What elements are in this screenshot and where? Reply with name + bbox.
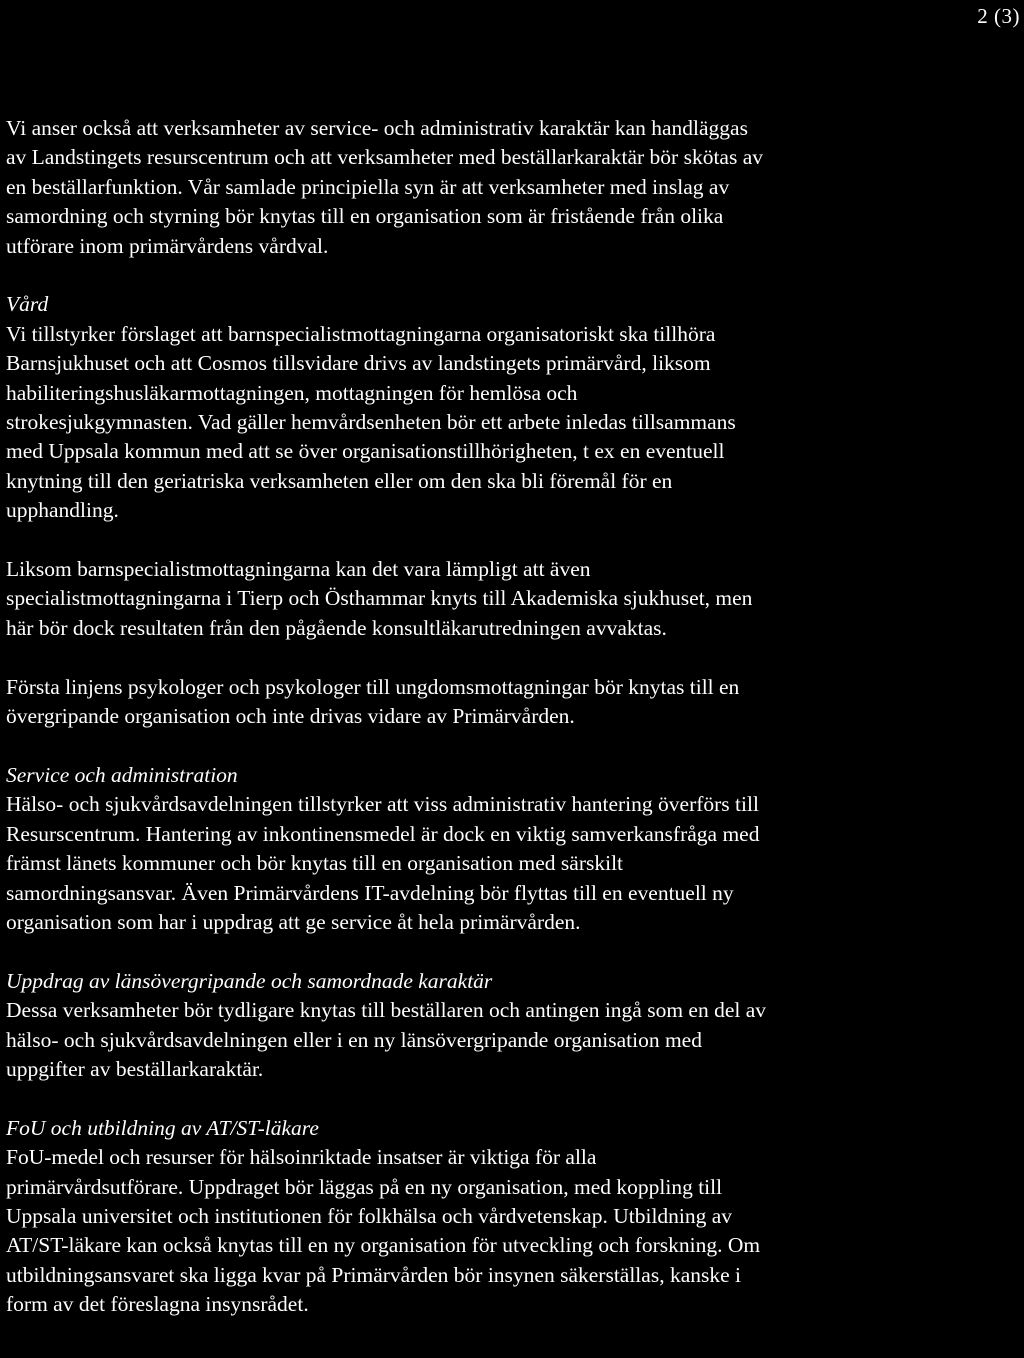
text-line: en beställarfunktion. Vår samlade principiella syn är att verksamheter med inslag av xyxy=(6,174,730,199)
text-line: specialistmottagningarna i Tierp och Östhammar knyts till Akademiska sjukhuset, men xyxy=(6,586,753,611)
page-number: 2 (3) xyxy=(977,4,1020,28)
text-line: Resurscentrum. Hantering av inkontinensmedel är dock en viktig samverkansfråga med xyxy=(6,821,760,846)
paragraph-block-intro xyxy=(6,114,936,261)
text-line: form av det föreslagna insynsrådet. xyxy=(6,1292,309,1317)
text-line: Första linjens psykologer och psykologer till ungdomsmottagningar bör knytas till en xyxy=(6,674,740,699)
paragraph xyxy=(6,1143,936,1319)
text-line: samordning och styrning bör knytas till en organisation som är fristående från olika xyxy=(6,204,724,229)
text-line: Hälso- och sjukvårdsavdelningen tillstyrker att viss administrativ hantering överförs till xyxy=(6,792,759,817)
text-line: primärvårdsutförare. Uppdraget bör läggas på en ny organisation, med koppling till xyxy=(6,1174,723,1199)
paragraph-block-specialistmottagningar xyxy=(6,555,936,643)
section-heading: Service och administration xyxy=(6,762,238,787)
paragraph-block-service-administration xyxy=(6,761,936,937)
text-line: utförare inom primärvårdens vårdval. xyxy=(6,233,329,258)
paragraph xyxy=(6,114,936,261)
section-heading: Uppdrag av länsövergripande och samordnade karaktär xyxy=(6,968,493,993)
text-line: Dessa verksamheter bör tydligare knytas till beställaren och antingen ingå som en del av xyxy=(6,998,767,1023)
text-line: samordningsansvar. Även Primärvårdens IT-avdelning bör flyttas till en eventuell ny xyxy=(6,880,734,905)
paragraph-block-lansovergripande xyxy=(6,967,936,1085)
text-line: Uppsala universitet och institutionen för folkhälsa och vårdvetenskap. Utbildning av xyxy=(6,1203,733,1228)
text-line: övergripande organisation och inte drivas vidare av Primärvården. xyxy=(6,704,575,729)
text-line: utbildningsansvaret ska ligga kvar på Primärvården bör insynen säkerställas, kanske i xyxy=(6,1262,741,1287)
document-body xyxy=(6,114,936,1349)
paragraph-block-fou-utbildning xyxy=(6,1114,936,1320)
text-line: AT/ST-läkare kan också knytas till en ny organisation för utveckling och forskning. Om xyxy=(6,1233,761,1258)
paragraph-block-vard xyxy=(6,290,936,525)
text-line: här bör dock resultaten från den pågående konsultläkarutredningen avvaktas. xyxy=(6,615,667,640)
text-line: upphandling. xyxy=(6,498,119,523)
paragraph xyxy=(6,555,936,643)
text-line: hälso- och sjukvårdsavdelningen eller i en ny länsövergripande organisation med xyxy=(6,1027,702,1052)
paragraph xyxy=(6,320,936,526)
text-line: Vi tillstyrker förslaget att barnspecialistmottagningarna organisatoriskt ska tillhöra xyxy=(6,321,716,346)
text-line: FoU-medel och resurser för hälsoinriktade insatser är viktiga för alla xyxy=(6,1145,597,1170)
text-line: strokesjukgymnasten. Vad gäller hemvårdsenheten bör ett arbete inledas tillsammans xyxy=(6,410,736,435)
paragraph xyxy=(6,996,936,1084)
text-line: främst länets kommuner och bör knytas till en organisation med särskilt xyxy=(6,851,624,876)
text-line: med Uppsala kommun med att se över organisationstillhörigheten, t ex en eventuell xyxy=(6,439,725,464)
section-heading: Vård xyxy=(6,292,49,317)
text-line: knytning till den geriatriska verksamheten eller om den ska bli föremål för en xyxy=(6,468,673,493)
text-line: Barnsjukhuset och att Cosmos tillsvidare drivs av landstingets primärvård, liksom xyxy=(6,351,711,376)
section-heading: FoU och utbildning av AT/ST-läkare xyxy=(6,1115,319,1140)
paragraph xyxy=(6,790,936,937)
text-line: Liksom barnspecialistmottagningarna kan det vara lämpligt att även xyxy=(6,557,591,582)
paragraph xyxy=(6,673,936,732)
text-line: organisation som har i uppdrag att ge service åt hela primärvården. xyxy=(6,909,581,934)
text-line: habiliteringshusläkarmottagningen, mottagningen för hemlösa och xyxy=(6,380,578,405)
text-line: Vi anser också att verksamheter av service- och administrativ karaktär kan handläggas xyxy=(6,116,748,140)
text-line: av Landstingets resurscentrum och att verksamheter med beställarkaraktär bör skötas av xyxy=(6,145,764,170)
text-line: uppgifter av beställarkaraktär. xyxy=(6,1056,264,1081)
paragraph-block-psykologer xyxy=(6,673,936,732)
